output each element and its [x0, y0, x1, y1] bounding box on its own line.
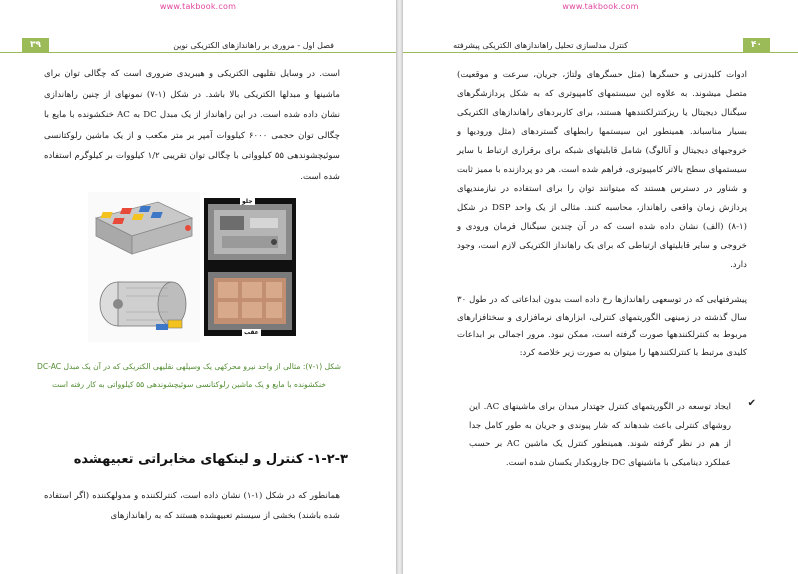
page-header — [403, 38, 798, 53]
paragraph: ادوات کلیدزنی و حسگرها (مثل حسگرهای ولتاژ، جریان، سرعت و موقعیت) متصل میشوند. به علاوه این سیستمهای کامپیوتری که به شکل پردازشگرهای سیگنال دیجیتال یا ریزکنترلکنندهها هستند، برای کاربردهای راهاندازهای الکتریکی بسیار مناسباند. همینطور این سیستمها رابطهای گستردهای (مثل ورودیها و خروجیهای دیجیتال و آنالوگ) شامل قابلیتهای شبکه برای برقراری ارتباط با سایر سیستمهای سطح بالاتر کامپیوتری، فراهم شده است. هر دو پردازنده با ممیز ثابت و شناور در دسترس هستند که میتوانند توان را برای استفاده در نیازمندیهای پردازش زمان واقعی راهانداز، محاسبه کنند. مثالی از یک واحد DSP در شکل (۱-۸) (الف) نشان داده شده است که در آن چندین سیگنال فرمان ورودی و خروجی و سایر قابلیتهای ارتباطی که برای یک راهانداز الکتریکی لازم است، وجود دارد. — [457, 70, 747, 270]
site-watermark: www.takbook.com — [159, 2, 237, 11]
check-icon: ✔ — [747, 398, 756, 409]
page-header — [0, 38, 396, 53]
figure-motor-inverter-drawing — [88, 192, 200, 342]
figure-motor-inverter — [88, 192, 200, 342]
header-title: کنترل مدلسازی تحلیل راهاندازهای الکتریکی پیشرفته — [453, 41, 628, 50]
right-page — [403, 0, 798, 574]
paragraph: پیشرفتهایی که در توسعهی راهاندازها رخ داده است بدون ابداعاتی که در طول ۳۰ سال گذشته در زمینهی الگوریتمهای کنترلی، ابزارهای نرمافزاری و سختافزارهای مربوط به کنترلکنندهها صورت گرفته است، ممکن نبود. مرور اجمالی بر ابداعات کلیدی مرتبط با کنترلکنندهها را میتوان به صورت زیر خلاصه کرد: — [457, 295, 747, 358]
book-gutter — [396, 0, 403, 574]
header-rule — [403, 52, 798, 53]
section-heading: ۱-۲-۳- کنترل و لینکهای مخابراتی تعبیهشده — [73, 452, 348, 467]
page-number: ۳۹ — [22, 38, 49, 52]
figure-label-back: عقب — [244, 329, 259, 336]
header-rule — [0, 52, 396, 53]
header-title: فصل اول - مروری بر راهاندازهای الکتریکی نوین — [173, 41, 334, 50]
bullet-item: ایجاد توسعه در الگوریتمهای کنترل جهتدار میدان برای ماشینهای AC. این روشهای کنترلی باعث شدهاند که شار پیوندی و جریان به طور کامل جدا از هم در نظر گرفته شوند. همینطور کنترل یک ماشین AC بر حسب عملکرد دینامیکی با ماشینهای DC جاروبکدار یکسان شده است. — [469, 402, 732, 468]
page-number: ۴۰ — [743, 38, 770, 52]
figure-inverter-photos — [204, 198, 296, 336]
site-watermark: www.takbook.com — [562, 2, 639, 11]
figure-inverter-photos-drawing — [204, 198, 296, 336]
paragraph: است. در وسایل نقلیهی الکتریکی و هیبریدی ضروری است که چگالی توان برای ماشینها و مبدلها الکتریکی بالا باشد. در شکل (۱-۷) نمونهای از چنین راهاندازی نشان داده شده است. در این راهانداز از یک مبدل DC به AC خنکشونده با مایع با چگالی توان حجمی ۶۰۰۰ کیلووات آمپر بر متر مکعب و از یک ماشین رلوکتانسی سوئیچشوندهی ۵۵ کیلوواتی با چگالی توان تقریبی ۱/۲ کیلووات بر کیلوگرم استفاده شده است. — [44, 69, 340, 182]
paragraph: همانطور که در شکل (۱-۱) نشان داده است، کنترلکننده و مدولهکننده (اگر استفاده شده باشند) بخشی از سیستم تعبیهشده هستند که به راهاندازهای — [44, 491, 340, 521]
figure-label-front: جلو — [242, 198, 253, 205]
figure-caption: شکل (۱-۷): مثالی از واحد نیرو محرکهی یک وسیلهی نقلیهی الکتریکی که در آن یک مبدل DC-AC خنکشونده با مایع و یک ماشین رلوکتانسی سوئیچشوندهی ۵۵ کیلوواتی به کار رفته است — [37, 362, 341, 389]
left-page — [0, 0, 396, 574]
